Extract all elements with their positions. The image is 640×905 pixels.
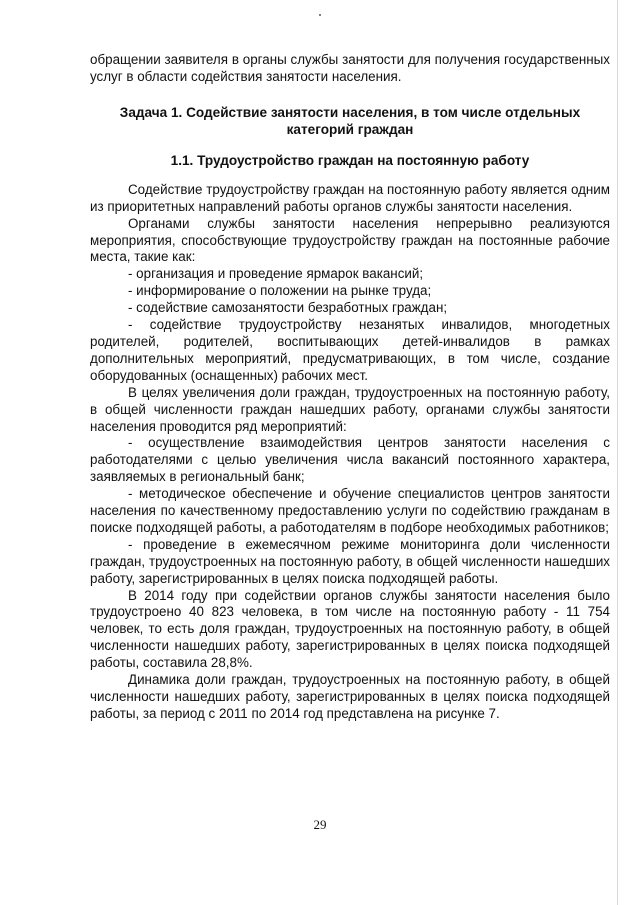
paragraph-5: Динамика доли граждан, трудоустроенных на постоянную работу, в общей численности нашедших работу, зарегистрированных в целях поиска подходящей работы, за период с 2011 по 2014 год представлена на рисунке 7.	[90, 672, 610, 721]
paragraph-3: В целях увеличения доли граждан, трудоустроенных на постоянную работу, в общей численности граждан нашедших работу, органами службы занятости населения проводится ряд мероприятий:	[90, 384, 610, 434]
list-item: - содействие самозанятости безработных граждан;	[128, 300, 448, 316]
paragraph-2: Органами службы занятости населения непрерывно реализуются мероприятия, способствующие трудоустройству граждан на постоянные рабочие места, такие как:	[90, 215, 610, 265]
list-item: - информирование о положении на рынке труда;	[128, 283, 432, 299]
scan-edge	[617, 0, 618, 905]
task-heading-line2: категорий граждан	[286, 121, 414, 137]
list-item: - организация и проведение ярмарок вакансий;	[128, 266, 424, 282]
list-item: - проведение в ежемесячном режиме мониторинга доли численности граждан, трудоустроенных на постоянную работу, в общей численности нашедших работу, зарегистрированных в целях поиска подходящей работы.	[90, 536, 610, 586]
section-heading: 1.1. Трудоустройство граждан на постоянную работу	[170, 152, 530, 168]
paragraph-1: Содействие трудоустройству граждан на постоянную работу является одним из приоритетных направлений работы органов службы занятости населения.	[90, 181, 610, 214]
list-item: - методическое обеспечение и обучение специалистов центров занятости населения по качественному предоставлению услуги по содействию гражданам в поиске подходящей работы, а работодателям в подборе необходимых работников;	[90, 486, 610, 535]
document-body	[90, 52, 610, 723]
list-item: - содействие трудоустройству незанятых инвалидов, многодетных родителей, родителей, воспитывающих детей-инвалидов в рамках дополнительных мероприятий, предусматривающих, в том числе, создание оборудованных (оснащенных) рабочих мест.	[90, 317, 610, 383]
page-number: 29	[313, 817, 327, 832]
task-heading-line1: Задача 1. Содействие занятости населения, в том числе отдельных	[119, 104, 581, 120]
intro-paragraph: обращении заявителя в органы службы занятости для получения государственных услуг в области содействия занятости населения.	[90, 52, 610, 84]
scan-dot	[319, 14, 321, 16]
list-item: - осуществление взаимодействия центров занятости населения с работодателями с целью увеличения числа вакансий постоянного характера, заявляемых в региональный банк;	[90, 435, 610, 485]
paragraph-4: В 2014 году при содействии органов службы занятости населения было трудоустроено 40 823 человека, в том числе на постоянную работу - 11 754 человек, то есть доля граждан, трудоустроенных на постоянную работу, в общей численности нашедших работу, зарегистрированных в целях поиска подходящей работы, составила 28,8%.	[90, 587, 610, 671]
